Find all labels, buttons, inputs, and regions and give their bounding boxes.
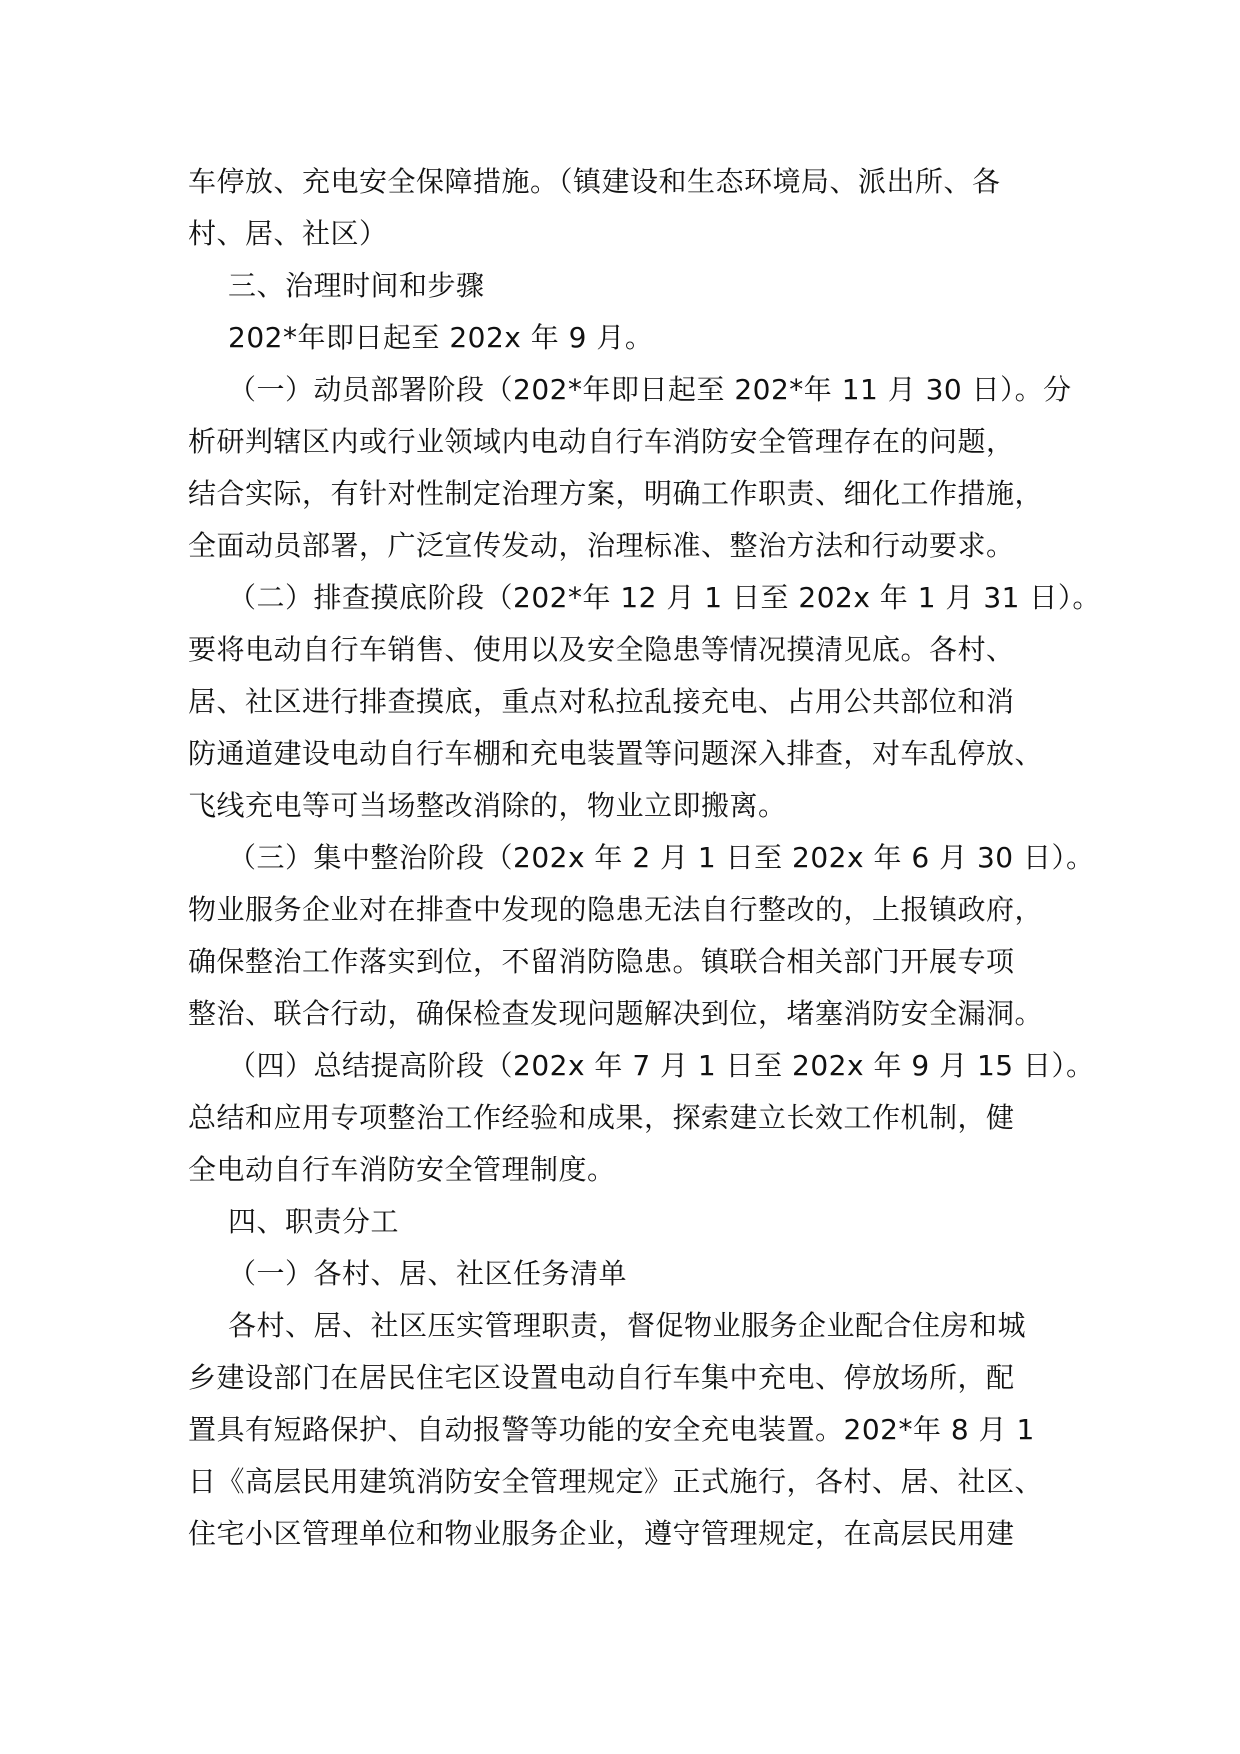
text-line: 全电动自行车消防安全管理制度。 — [188, 1153, 616, 1186]
text-line: 飞线充电等可当场整改消除的，物业立即搬离。 — [188, 789, 787, 822]
subsection-heading: （一）各村、居、社区任务清单 — [228, 1257, 628, 1290]
text-line: 析研判辖区内或行业领域内电动自行车消防安全管理存在的问题， — [188, 425, 1015, 458]
subsection-heading: （四）总结提高阶段（202x 年 7 月 1 日至 202x 年 9 月 15 日）。 — [228, 1049, 1095, 1082]
text-line: 结合实际，有针对性制定治理方案，明确工作职责、细化工作措施， — [188, 477, 1044, 510]
subsection-heading: （二）排查摸底阶段（202*年 12 月 1 日至 202x 年 1 月 31 日）。 — [228, 581, 1101, 614]
text-line: 乡建设部门在居民住宅区设置电动自行车集中充电、停放场所，配 — [188, 1361, 1015, 1394]
section-heading: 三、治理时间和步骤 — [228, 269, 485, 302]
text-line: 物业服务企业对在排查中发现的隐患无法自行整改的，上报镇政府， — [188, 893, 1044, 926]
text-line: 总结和应用专项整治工作经验和成果，探索建立长效工作机制，健 — [188, 1101, 1015, 1134]
text-line: 车停放、充电安全保障措施。（镇建设和生态环境局、派出所、各 — [188, 165, 1001, 198]
text-line: 居、社区进行排查摸底，重点对私拉乱接充电、占用公共部位和消 — [188, 685, 1015, 718]
subsection-heading: （一）动员部署阶段（202*年即日起至 202*年 11 月 30 日）。分 — [228, 373, 1072, 406]
text-line: 防通道建设电动自行车棚和充电装置等问题深入排查，对车乱停放、 — [188, 737, 1044, 770]
text-line: 全面动员部署，广泛宣传发动，治理标准、整治方法和行动要求。 — [188, 529, 1015, 562]
text-line: 整治、联合行动，确保检查发现问题解决到位，堵塞消防安全漏洞。 — [188, 997, 1044, 1030]
text-line: 各村、居、社区压实管理职责，督促物业服务企业配合住房和城 — [228, 1309, 1027, 1342]
text-line: 要将电动自行车销售、使用以及安全隐患等情况摸清见底。各村、 — [188, 633, 1015, 666]
body-text — [188, 156, 1101, 1560]
text-line: 确保整治工作落实到位，不留消防隐患。镇联合相关部门开展专项 — [188, 945, 1015, 978]
text-line: 置具有短路保护、自动报警等功能的安全充电装置。202*年 8 月 1 — [188, 1413, 1035, 1446]
text-line: 日《高层民用建筑消防安全管理规定》正式施行，各村、居、社区、 — [188, 1465, 1044, 1498]
section-heading: 四、职责分工 — [228, 1205, 400, 1238]
text-line: 202*年即日起至 202x 年 9 月。 — [228, 321, 654, 354]
text-line: 村、居、社区） — [188, 217, 388, 250]
text-line: 住宅小区管理单位和物业服务企业，遵守管理规定，在高层民用建 — [188, 1517, 1015, 1550]
subsection-heading: （三）集中整治阶段（202x 年 2 月 1 日至 202x 年 6 月 30 日）。 — [228, 841, 1095, 874]
